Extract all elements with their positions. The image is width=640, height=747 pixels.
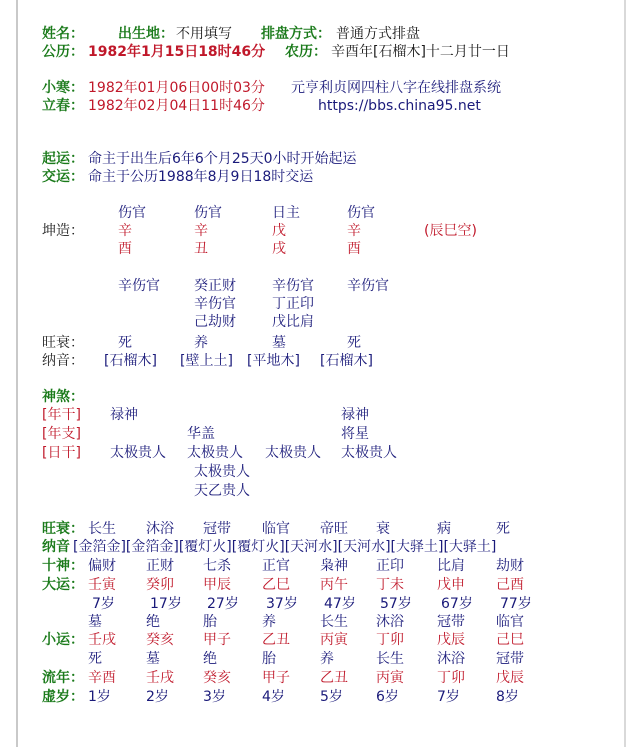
dayun-ws-2: 沐浴 [146, 521, 174, 537]
dayun-ss-4: 正官 [262, 558, 290, 574]
right-border [624, 0, 626, 747]
dayun-dy-ws-6: 沐浴 [376, 614, 404, 630]
method-value: 普通方式排盘 [336, 26, 420, 42]
dayun-ln-8: 戊辰 [496, 670, 524, 686]
dayun-dy-label: 大运： [42, 577, 84, 593]
ss-day-stem-1: 太极贵人 [110, 445, 166, 461]
hidden-month-2: 辛伤官 [194, 296, 236, 312]
site-url[interactable]: https://bbs.china95.net [318, 98, 481, 114]
dayun-ss-8: 劫财 [496, 558, 524, 574]
nayin-label: 纳音： [42, 353, 84, 369]
ss-year-branch-2: 将星 [341, 426, 369, 442]
qiyun-label: 起运： [42, 151, 84, 167]
shensha-title: 神煞： [42, 389, 84, 405]
ny-day: [平地木] [247, 353, 300, 369]
dayun-ss-2: 正财 [146, 558, 174, 574]
solar-label: 公历： [42, 44, 84, 60]
dayun-dy-ws-8: 临官 [496, 614, 524, 630]
dayun-xy-ws-4: 胎 [262, 651, 276, 667]
dayun-dy-ws-4: 养 [262, 614, 276, 630]
hidden-day-2: 丁正印 [272, 296, 314, 312]
dayun-dy-6: 丁未 [376, 577, 404, 593]
ny-month: [壁上土] [180, 353, 233, 369]
day-stem-label: [日干] [42, 445, 81, 461]
branch-day: 戌 [272, 241, 286, 257]
dayun-xy-8: 己巳 [496, 632, 524, 648]
dayun-ln-2: 壬戌 [146, 670, 174, 686]
dayun-ws-4: 临官 [262, 521, 290, 537]
dayun-ss-5: 枭神 [320, 558, 348, 574]
dayun-dy-1: 壬寅 [88, 577, 116, 593]
chart-label: 坤造： [42, 223, 84, 239]
dayun-age-2: 17岁 [150, 596, 182, 612]
dayun-xy-7: 戊辰 [437, 632, 465, 648]
solar-value: 1982年1月15日18时46分 [88, 44, 266, 60]
hidden-year-1: 辛伤官 [118, 278, 160, 294]
dayun-ws-label: 旺衰： [42, 521, 84, 537]
wangshuai-label: 旺衰： [42, 335, 84, 351]
xiaohan-value: 1982年01月06日00时03分 [88, 80, 265, 96]
tengod-year: 伤官 [118, 205, 146, 221]
dayun-xs-5: 5岁 [320, 689, 343, 705]
dayun-dy-5: 丙午 [320, 577, 348, 593]
dayun-ws-6: 衰 [376, 521, 390, 537]
lunar-value: 辛酉年[石榴木]十二月廿一日 [331, 44, 510, 60]
dayun-ln-6: 丙寅 [376, 670, 404, 686]
dayun-ln-5: 乙丑 [320, 670, 348, 686]
dayun-dy-ws-2: 绝 [146, 614, 160, 630]
dayun-age-1: 7岁 [92, 596, 115, 612]
dayun-ss-3: 七杀 [203, 558, 231, 574]
dayun-xy-ws-5: 养 [320, 651, 334, 667]
branch-hour: 酉 [347, 241, 361, 257]
dayun-ln-3: 癸亥 [203, 670, 231, 686]
dayun-ln-label: 流年： [42, 670, 84, 686]
stem-day: 戊 [272, 223, 286, 239]
tengod-month: 伤官 [194, 205, 222, 221]
dayun-xy-ws-6: 长生 [376, 651, 404, 667]
dayun-age-3: 27岁 [207, 596, 239, 612]
dayun-xs-label: 虚岁： [42, 689, 84, 705]
ss-extra-2: 天乙贵人 [194, 483, 250, 499]
dayun-dy-7: 戊申 [437, 577, 465, 593]
dayun-dy-8: 己酉 [496, 577, 524, 593]
hidden-day-1: 辛伤官 [272, 278, 314, 294]
ws-hour: 死 [347, 335, 361, 351]
dayun-ws-7: 病 [437, 521, 451, 537]
ss-year-stem-1: 禄神 [110, 407, 138, 423]
hidden-day-3: 戊比肩 [272, 314, 314, 330]
jiaoyun-label: 交运： [42, 169, 84, 185]
left-border [16, 0, 18, 747]
dayun-xy-ws-7: 沐浴 [437, 651, 465, 667]
dayun-age-5: 47岁 [324, 596, 356, 612]
ss-day-stem-2: 太极贵人 [187, 445, 243, 461]
jiaoyun-value: 命主于公历1988年8月9日18时交运 [88, 169, 314, 185]
dayun-ws-1: 长生 [88, 521, 116, 537]
birthplace-value: 不用填写 [176, 26, 232, 42]
dayun-xs-2: 2岁 [146, 689, 169, 705]
dayun-dy-ws-3: 胎 [203, 614, 217, 630]
dayun-xy-ws-8: 冠带 [496, 651, 524, 667]
dayun-dy-ws-1: 墓 [88, 614, 102, 630]
dayun-ny-label: 纳音 [42, 539, 70, 555]
dayun-ws-3: 冠带 [203, 521, 231, 537]
dayun-ss-label: 十神： [42, 558, 84, 574]
lunar-label: 农历： [285, 44, 327, 60]
tengod-hour: 伤官 [347, 205, 375, 221]
year-branch-label: [年支] [42, 426, 81, 442]
dayun-dy-ws-7: 冠带 [437, 614, 465, 630]
dayun-xs-6: 6岁 [376, 689, 399, 705]
dayun-xy-2: 癸亥 [146, 632, 174, 648]
kong-note: (辰巳空) [424, 223, 477, 239]
dayun-age-7: 67岁 [441, 596, 473, 612]
dayun-dy-2: 癸卯 [146, 577, 174, 593]
dayun-ss-7: 比肩 [437, 558, 465, 574]
stem-month: 辛 [194, 223, 208, 239]
dayun-xy-6: 丁卯 [376, 632, 404, 648]
ny-year: [石榴木] [104, 353, 157, 369]
hidden-month-1: 癸正财 [194, 278, 236, 294]
dayun-xs-3: 3岁 [203, 689, 226, 705]
ss-day-stem-3: 太极贵人 [265, 445, 321, 461]
dayun-ss-6: 正印 [376, 558, 404, 574]
dayun-xs-1: 1岁 [88, 689, 111, 705]
ss-extra-1: 太极贵人 [194, 464, 250, 480]
branch-year: 酉 [118, 241, 132, 257]
lichun-label: 立春： [42, 98, 84, 114]
dayun-age-4: 37岁 [266, 596, 298, 612]
birthplace-label: 出生地： [118, 26, 174, 42]
year-stem-label: [年干] [42, 407, 81, 423]
dayun-xy-5: 丙寅 [320, 632, 348, 648]
dayun-xs-4: 4岁 [262, 689, 285, 705]
dayun-ny: [金箔金][金箔金][覆灯火][覆灯火][天河水][天河水][大驿土][大驿土] [73, 539, 497, 555]
dayun-xy-ws-2: 墓 [146, 651, 160, 667]
stem-hour: 辛 [347, 223, 361, 239]
site-name: 元亨利贞网四柱八字在线排盘系统 [291, 80, 501, 96]
dayun-ln-7: 丁卯 [437, 670, 465, 686]
dayun-xs-8: 8岁 [496, 689, 519, 705]
method-label: 排盘方式： [261, 26, 331, 42]
dayun-xy-3: 甲子 [203, 632, 231, 648]
lichun-value: 1982年02月04日11时46分 [88, 98, 265, 114]
dayun-xy-4: 乙丑 [262, 632, 290, 648]
ss-day-stem-4: 太极贵人 [341, 445, 397, 461]
dayun-dy-ws-5: 长生 [320, 614, 348, 630]
hidden-month-3: 己劫财 [194, 314, 236, 330]
dayun-age-6: 57岁 [380, 596, 412, 612]
name-label: 姓名： [42, 26, 84, 42]
xiaohan-label: 小寒： [42, 80, 84, 96]
dayun-dy-4: 乙巳 [262, 577, 290, 593]
ss-year-stem-2: 禄神 [341, 407, 369, 423]
qiyun-value: 命主于出生后6年6个月25天0小时开始起运 [88, 151, 357, 167]
branch-month: 丑 [194, 241, 208, 257]
ny-hour: [石榴木] [320, 353, 373, 369]
dayun-ws-5: 帝旺 [320, 521, 348, 537]
tengod-day: 日主 [272, 205, 300, 221]
ws-month: 养 [194, 335, 208, 351]
dayun-xy-label: 小运： [42, 632, 84, 648]
stem-year: 辛 [118, 223, 132, 239]
dayun-xy-1: 壬戌 [88, 632, 116, 648]
dayun-xy-ws-3: 绝 [203, 651, 217, 667]
ws-day: 墓 [272, 335, 286, 351]
dayun-age-8: 77岁 [500, 596, 532, 612]
dayun-ln-1: 辛酉 [88, 670, 116, 686]
dayun-xy-ws-1: 死 [88, 651, 102, 667]
dayun-xs-7: 7岁 [437, 689, 460, 705]
dayun-ss-1: 偏财 [88, 558, 116, 574]
ws-year: 死 [118, 335, 132, 351]
dayun-dy-3: 甲辰 [203, 577, 231, 593]
hidden-hour-1: 辛伤官 [347, 278, 389, 294]
dayun-ws-8: 死 [496, 521, 510, 537]
ss-year-branch-1: 华盖 [187, 426, 215, 442]
dayun-ln-4: 甲子 [262, 670, 290, 686]
